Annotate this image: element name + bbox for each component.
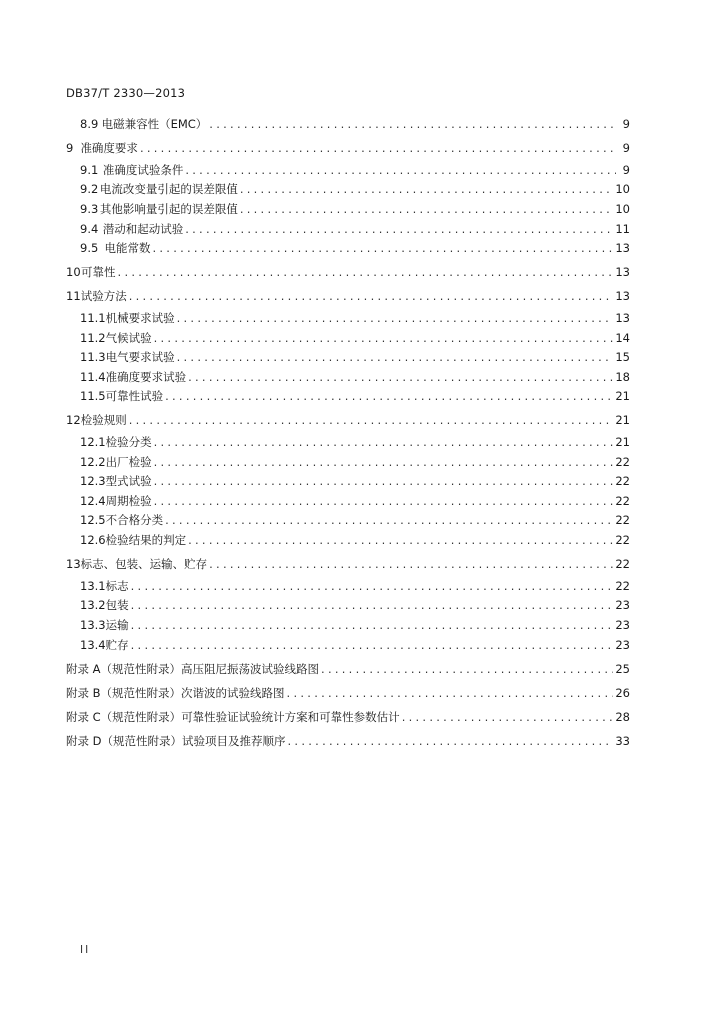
toc-entry-page: 11 (615, 221, 630, 236)
page-number-footer: II (80, 944, 91, 956)
toc-entry-page: 23 (615, 598, 630, 613)
toc-entry[interactable] (66, 617, 630, 633)
toc-entry-page: 14 (615, 330, 630, 345)
toc-entry-page: 33 (615, 733, 630, 748)
toc-entry-page: 23 (615, 637, 630, 652)
toc-entry-page: 28 (615, 709, 630, 724)
toc-entry-title: 高压阻尼振荡波试验线路图 (181, 661, 320, 676)
toc-entry[interactable] (66, 116, 630, 132)
toc-entry[interactable] (66, 661, 630, 677)
toc-leader-dots (131, 579, 614, 593)
toc-entry-number: 9.2 (80, 182, 99, 197)
toc-entry-page: 13 (615, 265, 630, 280)
toc-entry-page: 21 (615, 413, 630, 428)
toc-entry-number: 12.4 (80, 493, 106, 508)
toc-entry-title: 出厂检验 (105, 454, 152, 469)
toc-entry[interactable] (66, 330, 630, 346)
toc-leader-dots (154, 455, 614, 469)
toc-entry-page: 22 (615, 493, 630, 508)
toc-leader-dots (140, 141, 616, 155)
toc-entry[interactable] (66, 473, 630, 489)
toc-entry[interactable] (66, 532, 630, 548)
toc-entry-page: 22 (615, 578, 630, 593)
toc-entry[interactable] (66, 201, 630, 217)
toc-leader-dots (154, 474, 614, 488)
toc-leader-dots (165, 513, 613, 527)
toc-leader-dots (240, 202, 614, 216)
toc-entry-page: 22 (615, 513, 630, 528)
toc-leader-dots (188, 533, 613, 547)
toc-entry-page: 15 (615, 350, 630, 365)
toc-entry-number: 11.3 (80, 350, 106, 365)
toc-entry-number: 8.9 (80, 117, 99, 131)
toc-entry[interactable] (66, 140, 630, 156)
toc-entry-page: 9 (622, 162, 630, 177)
toc-entry[interactable] (66, 733, 630, 749)
toc-entry-page: 18 (615, 369, 630, 384)
toc-entry[interactable] (66, 369, 630, 385)
toc-entry-title: 电磁兼容性（EMC） (101, 117, 208, 131)
toc-leader-dots (131, 598, 614, 612)
toc-entry-number: 13.3 (80, 617, 106, 632)
toc-entry[interactable] (66, 637, 630, 653)
toc-entry-number: 9.5 (80, 241, 99, 256)
toc-entry-title: 潜动和起动试验 (102, 221, 184, 236)
toc-entry-page: 13 (615, 310, 630, 325)
document-code-header: DB37/T 2330—2013 (66, 86, 186, 100)
toc-entry-title: 不合格分类 (105, 513, 164, 528)
toc-entry-title: 电流改变量引起的误差限值 (99, 182, 238, 197)
toc-entry-title: 标志 (105, 578, 129, 593)
toc-entry-title: 试验项目及推荐顺序 (182, 733, 286, 748)
toc-entry-page: 10 (615, 201, 630, 216)
toc-entry-title: 电能常数 (104, 241, 151, 256)
toc-entry[interactable] (66, 162, 630, 178)
toc-entry-number: 12.2 (80, 454, 106, 469)
toc-entry-title: 准确度要求试验 (105, 369, 187, 384)
toc-entry-title: 可靠性验证试验统计方案和可靠性参数估计 (181, 709, 400, 724)
toc-entry-number: 附录 C（规范性附录） (66, 709, 182, 724)
toc-entry-title: 试验方法 (80, 289, 127, 304)
toc-entry[interactable] (66, 556, 630, 572)
toc-leader-dots (287, 686, 614, 700)
toc-entry-title: 电气要求试验 (105, 350, 175, 365)
toc-entry-number: 13.4 (80, 637, 106, 652)
toc-entry[interactable] (66, 221, 630, 237)
toc-entry-page: 22 (615, 454, 630, 469)
toc-entry-title: 准确度试验条件 (102, 162, 184, 177)
toc-entry-number: 9 (66, 141, 74, 156)
toc-entry-title: 检验规则 (80, 413, 127, 428)
toc-leader-dots (402, 710, 614, 724)
toc-leader-dots (154, 331, 614, 345)
toc-entry-title: 运输 (105, 617, 129, 632)
toc-entry-page: 10 (615, 182, 630, 197)
toc-entry-page: 21 (615, 389, 630, 404)
toc-entry[interactable] (66, 685, 630, 701)
toc-entry-title: 可靠性 (81, 265, 116, 280)
toc-entry[interactable] (66, 349, 630, 365)
toc-leader-dots (188, 370, 613, 384)
toc-entry-number: 11.4 (80, 369, 106, 384)
toc-entry-number: 附录 D（规范性附录） (66, 733, 183, 748)
toc-entry-number: 11 (66, 289, 81, 304)
toc-entry-number: 9.4 (80, 221, 99, 236)
toc-leader-dots (154, 435, 614, 449)
toc-entry-number: 13.1 (80, 578, 106, 593)
toc-entry-title: 准确度要求 (80, 141, 138, 156)
toc-entry-number: 9.1 (80, 162, 99, 177)
toc-entry-number: 12.5 (80, 513, 106, 528)
toc-entry[interactable] (66, 597, 630, 613)
toc-entry-title: 机械要求试验 (105, 310, 175, 325)
toc-leader-dots (131, 638, 614, 652)
toc-entry-page: 13 (615, 241, 630, 256)
toc-entry-number: 11.1 (80, 310, 106, 325)
toc-entry[interactable] (66, 181, 630, 197)
toc-entry-number: 13.2 (80, 598, 106, 613)
toc-entry-page: 9 (622, 141, 630, 156)
toc-leader-dots (177, 350, 614, 364)
toc-entry-title: 周期检验 (105, 493, 152, 508)
toc-entry[interactable] (66, 310, 630, 326)
toc-entry-page: 22 (615, 557, 630, 572)
toc-leader-dots (185, 163, 616, 177)
toc-leader-dots (177, 311, 614, 325)
toc-entry[interactable] (66, 434, 630, 450)
toc-leader-dots (129, 413, 614, 427)
toc-leader-dots (321, 662, 613, 676)
toc-entry-title: 型式试验 (105, 474, 152, 489)
toc-entry-number: 12.1 (80, 435, 106, 449)
toc-entry[interactable] (66, 493, 630, 509)
toc-entry[interactable] (66, 240, 630, 256)
toc-entry-page: 22 (615, 533, 630, 547)
toc-entry-number: 10 (66, 265, 81, 280)
toc-entry-title: 标志、包装、运输、贮存 (80, 557, 208, 572)
toc-entry-number: 11.2 (80, 330, 106, 345)
toc-entry-title: 气候试验 (105, 330, 152, 345)
toc-leader-dots (185, 222, 613, 236)
toc-entry-title: 检验分类 (105, 435, 152, 449)
toc-entry[interactable] (66, 512, 630, 528)
toc-entry[interactable] (66, 412, 630, 428)
toc-entry-page: 25 (615, 661, 630, 676)
toc-entry-number: 12 (66, 413, 81, 428)
toc-entry-page: 9 (622, 117, 630, 131)
toc-leader-dots (165, 389, 613, 403)
toc-leader-dots (209, 117, 616, 131)
toc-leader-dots (209, 557, 613, 571)
toc-leader-dots (240, 182, 614, 196)
toc-leader-dots (131, 618, 614, 632)
toc-entry-title: 其他影响量引起的误差限值 (99, 201, 238, 216)
toc-entry[interactable] (66, 388, 630, 404)
toc-leader-dots (154, 494, 614, 508)
toc-entry-title: 包装 (105, 598, 129, 613)
toc-entry[interactable] (66, 709, 630, 725)
toc-entry[interactable] (66, 454, 630, 470)
toc-entry-number: 11.5 (80, 389, 106, 404)
toc-entry[interactable] (66, 264, 630, 280)
toc-entry-title: 可靠性试验 (105, 389, 164, 404)
toc-entry-number: 13 (66, 557, 81, 572)
toc-entry-page: 21 (615, 435, 630, 449)
toc-entry-number: 9.3 (80, 201, 99, 216)
toc-entry[interactable] (66, 578, 630, 594)
toc-leader-dots (118, 265, 614, 279)
toc-entry-title: 检验结果的判定 (105, 533, 187, 547)
toc-leader-dots (129, 289, 614, 303)
toc-entry-page: 23 (615, 617, 630, 632)
toc-leader-dots (152, 241, 613, 255)
toc-entry-number: 12.6 (80, 533, 106, 547)
toc-entry-page: 26 (615, 685, 630, 700)
toc-entry-title: 贮存 (105, 637, 129, 652)
toc-entry-number: 附录 A（规范性附录） (66, 661, 182, 676)
toc-entry-title: 次谐波的试验线路图 (181, 685, 285, 700)
toc-entry-page: 22 (615, 474, 630, 489)
toc-entry-number: 附录 B（规范性附录） (66, 685, 182, 700)
toc-entry[interactable] (66, 288, 630, 304)
toc-entry-page: 13 (615, 289, 630, 304)
toc-leader-dots (288, 734, 614, 748)
toc-entry-number: 12.3 (80, 474, 106, 489)
